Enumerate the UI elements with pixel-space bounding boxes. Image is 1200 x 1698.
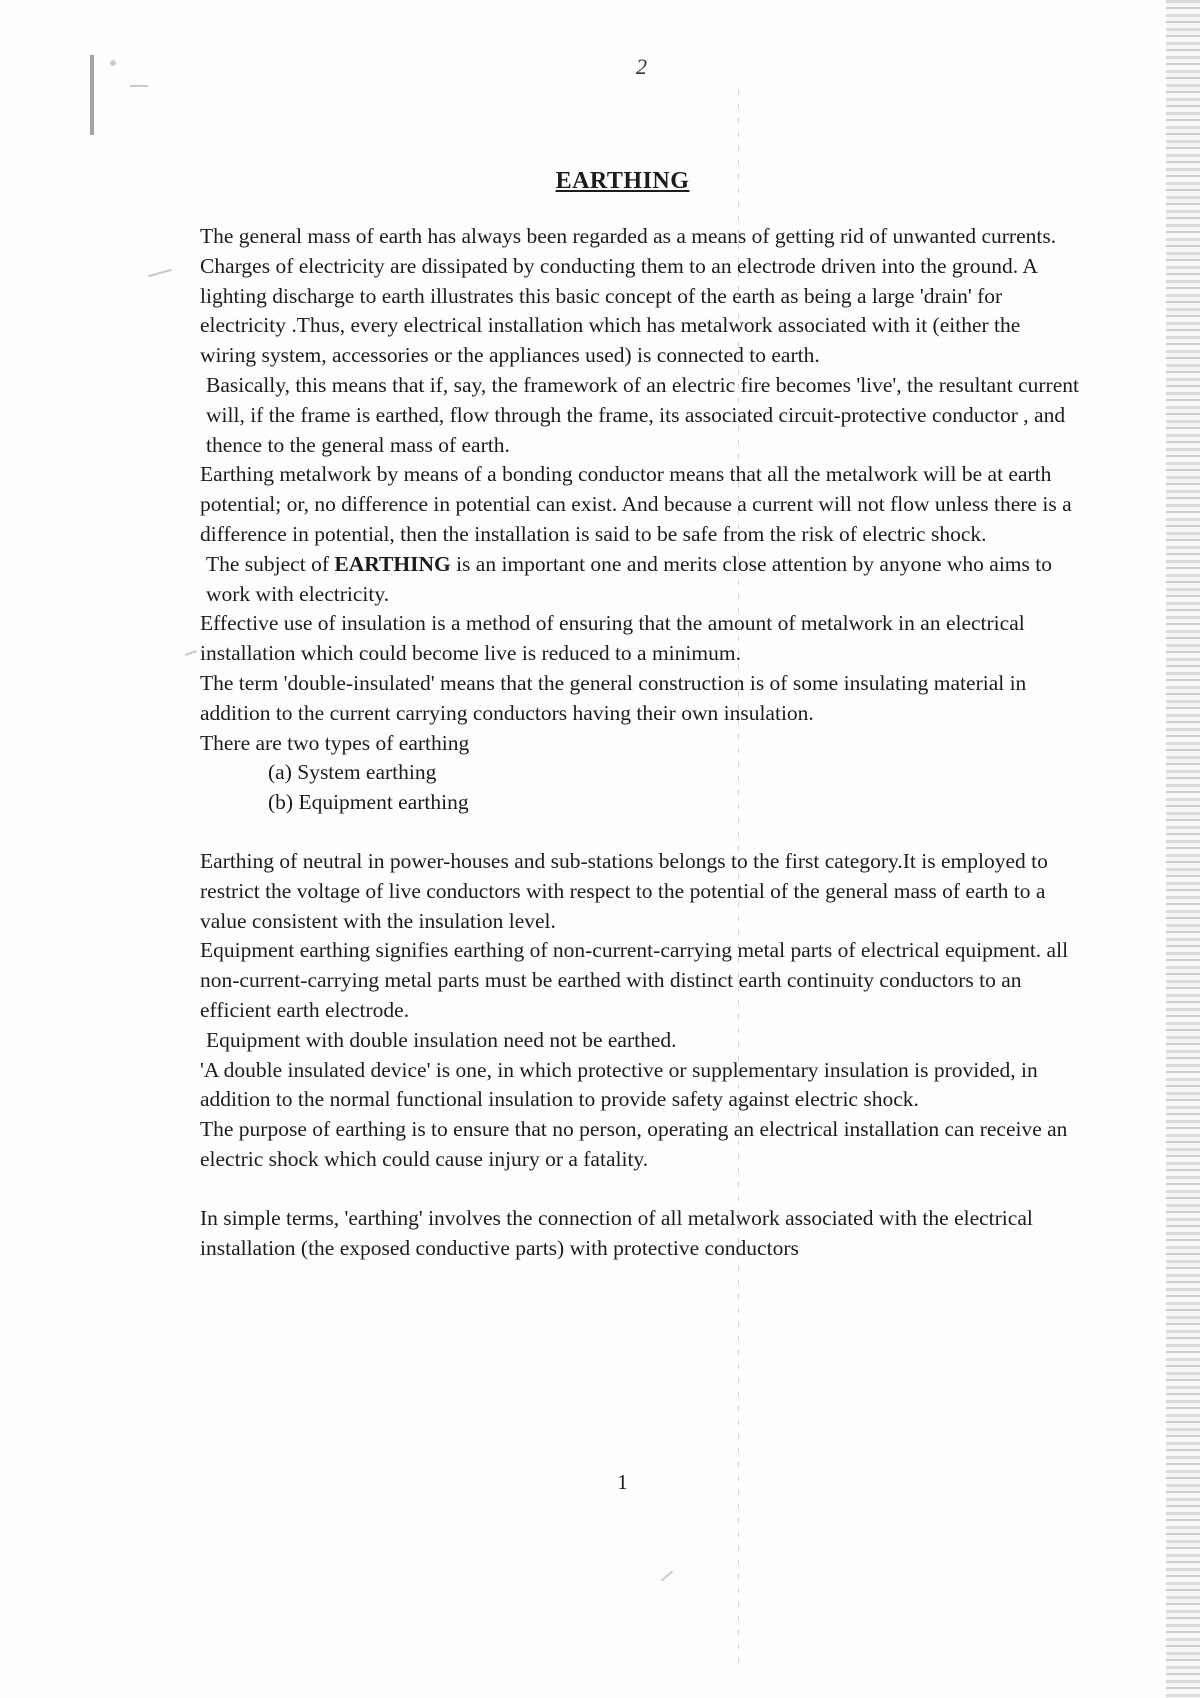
scan-speck xyxy=(661,1571,673,1582)
page-title: EARTHING xyxy=(555,168,690,194)
text-run: The subject of xyxy=(206,551,335,576)
paragraph: Equipment earthing signifies earthing of non-current-carrying metal parts of electrical equipment. all non-current-carrying metal parts must be earthed with distinct earth continuity conductors to an efficient earth electrode. xyxy=(200,938,1069,1022)
scan-mark-left xyxy=(90,55,94,135)
paragraph: The general mass of earth has always been regarded as a means of getting rid of unwanted currents. Charges of electricity are dissipated by conducting them to an electrode driven into the ground. A lighting discharge to earth illustrates this basic concept of the earth as being a large 'drain' for electricity .Thus, every electrical installation which has metalwork associated with it (either the wiring system, accessories or the appliances used) is connected to earth. xyxy=(200,224,1057,368)
paragraph: Effective use of insulation is a method of ensuring that the amount of metalwork in an electrical installation which could become live is reduced to a minimum. xyxy=(200,611,1025,666)
emphasis-text: EARTHING xyxy=(334,551,451,576)
spacer xyxy=(200,818,1080,847)
scan-edge-right xyxy=(1166,0,1200,1698)
paragraph: 'A double insulated device' is one, in which protective or supplementary insulation is provided, in addition to the normal functional insulation to provide safety against electric shock. xyxy=(200,1057,1038,1112)
scan-speck xyxy=(148,269,172,277)
scan-speck xyxy=(110,60,116,66)
list-item: (a) System earthing xyxy=(268,760,437,785)
paragraph: Earthing metalwork by means of a bonding conductor means that all the metalwork will be at earth potential; or, no difference in potential can exist. And because a current will not flow unless there is a difference in potential, then the installation is said to be safe from the risk of electric shock. xyxy=(200,462,1072,546)
paragraph: The purpose of earthing is to ensure that no person, operating an electrical installation can receive an electric shock which could cause injury or a fatality. xyxy=(200,1117,1068,1171)
paragraph: The term 'double-insulated' means that the general construction is of some insulating material in addition to the current carrying conductors having their own insulation. xyxy=(200,670,1027,725)
paragraph: Equipment with double insulation need not be earthed. xyxy=(206,1027,677,1052)
page-number: 1 xyxy=(617,1470,628,1494)
scan-speck xyxy=(130,85,148,87)
list-item: (b) Equipment earthing xyxy=(268,790,469,815)
body-text xyxy=(200,222,1080,1263)
paragraph: There are two types of earthing xyxy=(200,730,470,755)
paragraph: In simple terms, 'earthing' involves the connection of all metalwork associated with the electrical installation (the exposed conductive parts) with protective conductors xyxy=(200,1205,1033,1260)
paragraph: Basically, this means that if, say, the framework of an electric fire becomes 'live', the resultant current will, if the frame is earthed, flow through the frame, its associated circuit-protective conductor , and thence to the general mass of earth. xyxy=(206,372,1079,457)
text-run: is an important one and merits close attention by anyone who aims to work with electricity. xyxy=(206,551,1052,606)
paragraph xyxy=(200,550,1080,610)
scan-speck xyxy=(185,650,197,656)
paragraph: Earthing of neutral in power-houses and sub-stations belongs to the first category.It is employed to restrict the voltage of live conductors with respect to the potential of the general mass of earth to a value consistent with the insulation level. xyxy=(200,848,1048,933)
spacer xyxy=(200,1175,1080,1204)
handwritten-page-number: 2 xyxy=(636,54,647,79)
